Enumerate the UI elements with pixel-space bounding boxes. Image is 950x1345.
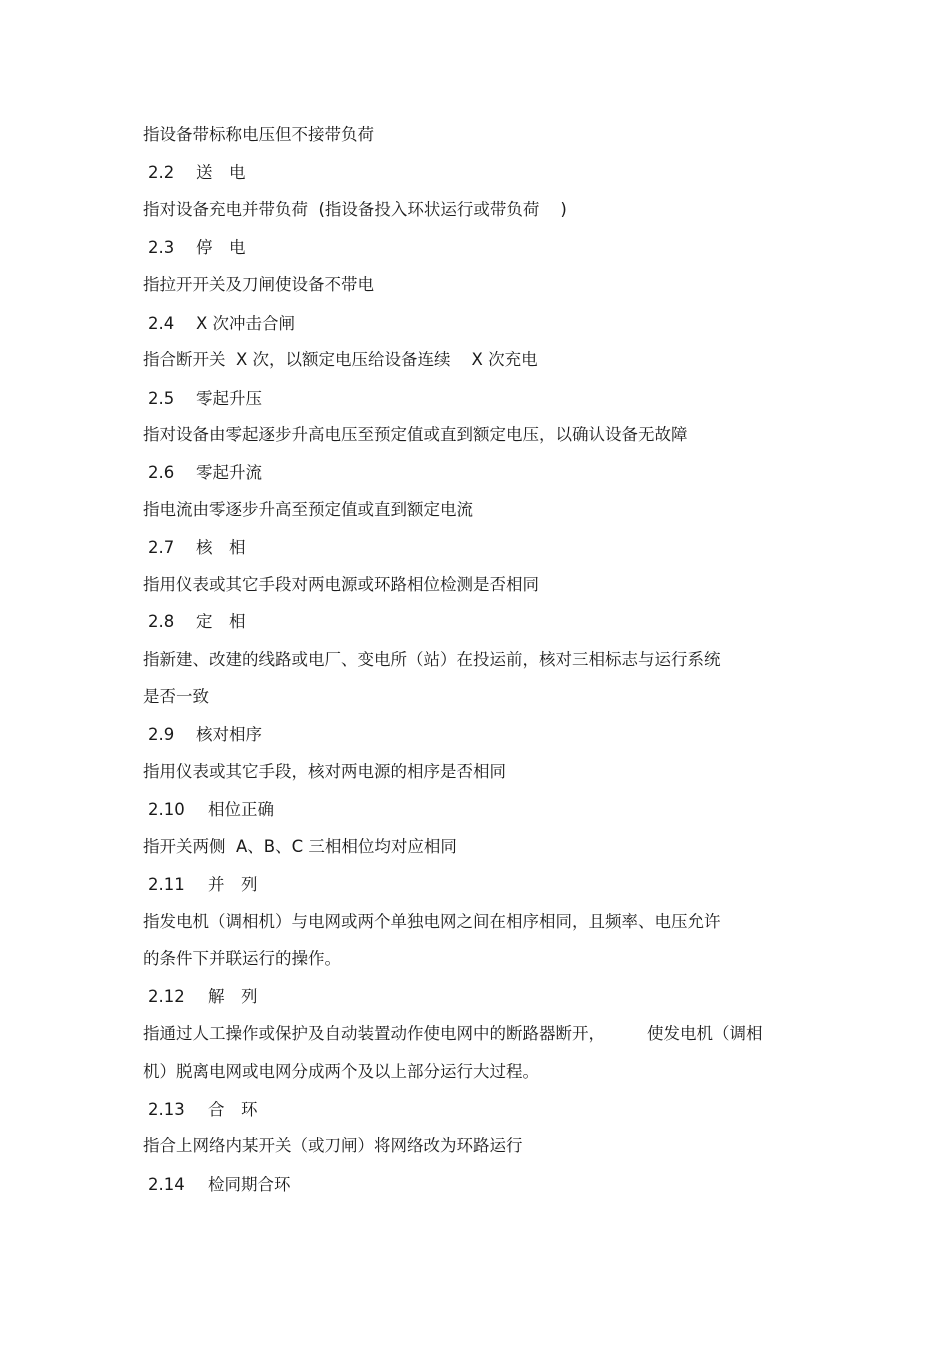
section-heading bbox=[148, 237, 246, 259]
section-title: 检同期合环 bbox=[208, 1175, 291, 1194]
section-number: 2.11 bbox=[148, 875, 185, 894]
body-text: 指电流由零逐步升高至预定值或直到额定电流 bbox=[143, 500, 473, 519]
body-text: 指合上网络内某开关（或刀闸）将网络改为环路运行 bbox=[143, 1136, 523, 1155]
section-heading bbox=[148, 724, 262, 746]
section-heading bbox=[148, 162, 246, 184]
section-number: 2.6 bbox=[148, 463, 175, 482]
section-title: 送 电 bbox=[196, 163, 246, 182]
body-text: 指通过人工操作或保护及自动装置动作使电网中的断路器断开， 使发电机（调相 bbox=[143, 1024, 763, 1043]
body-text: 指用仪表或其它手段，核对两电源的相序是否相同 bbox=[143, 762, 506, 781]
section-number: 2.13 bbox=[148, 1100, 185, 1119]
body-text: 指合断开关 X 次，以额定电压给设备连续 X 次充电 bbox=[143, 350, 538, 369]
section-heading bbox=[148, 1174, 291, 1196]
section-heading bbox=[148, 388, 262, 410]
section-heading bbox=[148, 799, 274, 821]
body-text: 指拉开开关及刀闸使设备不带电 bbox=[143, 275, 374, 294]
section-number: 2.8 bbox=[148, 612, 175, 631]
section-title: 定 相 bbox=[196, 612, 246, 631]
section-title: 停 电 bbox=[196, 238, 246, 257]
section-number: 2.4 bbox=[148, 314, 175, 333]
section-number: 2.12 bbox=[148, 987, 185, 1006]
body-text: 指对设备充电并带负荷 (指设备投入环状运行或带负荷 ) bbox=[143, 200, 567, 219]
section-number: 2.14 bbox=[148, 1175, 185, 1194]
body-text: 指设备带标称电压但不接带负荷 bbox=[143, 125, 374, 144]
body-text: 指新建、改建的线路或电厂、变电所（站）在投运前，核对三相标志与运行系统 bbox=[143, 650, 721, 669]
section-number: 2.2 bbox=[148, 163, 175, 182]
section-number: 2.7 bbox=[148, 538, 175, 557]
section-title: 合 环 bbox=[208, 1100, 258, 1119]
section-heading bbox=[148, 986, 258, 1008]
section-heading bbox=[148, 874, 258, 896]
body-text: 指对设备由零起逐步升高电压至预定值或直到额定电压，以确认设备无故障 bbox=[143, 425, 688, 444]
section-title: X 次冲击合闸 bbox=[196, 314, 296, 333]
section-heading bbox=[148, 537, 246, 559]
section-title: 解 列 bbox=[208, 987, 258, 1006]
body-text: 的条件下并联运行的操作。 bbox=[143, 949, 341, 968]
section-title: 并 列 bbox=[208, 875, 258, 894]
section-number: 2.3 bbox=[148, 238, 175, 257]
body-text: 指开关两侧 A、B、C 三相相位均对应相同 bbox=[143, 837, 457, 856]
section-title: 核 相 bbox=[196, 538, 246, 557]
section-number: 2.5 bbox=[148, 389, 175, 408]
section-number: 2.9 bbox=[148, 725, 175, 744]
section-title: 相位正确 bbox=[208, 800, 274, 819]
section-heading bbox=[148, 1099, 258, 1121]
section-title: 核对相序 bbox=[196, 725, 262, 744]
section-title: 零起升流 bbox=[196, 463, 262, 482]
section-heading bbox=[148, 462, 262, 484]
section-heading bbox=[148, 611, 246, 633]
body-text: 机）脱离电网或电网分成两个及以上部分运行大过程。 bbox=[143, 1062, 539, 1081]
section-number: 2.10 bbox=[148, 800, 185, 819]
body-text: 指发电机（调相机）与电网或两个单独电网之间在相序相同，且频率、电压允许 bbox=[143, 912, 721, 931]
section-title: 零起升压 bbox=[196, 389, 262, 408]
body-text: 是否一致 bbox=[143, 687, 209, 706]
body-text: 指用仪表或其它手段对两电源或环路相位检测是否相同 bbox=[143, 575, 539, 594]
section-heading bbox=[148, 313, 295, 335]
